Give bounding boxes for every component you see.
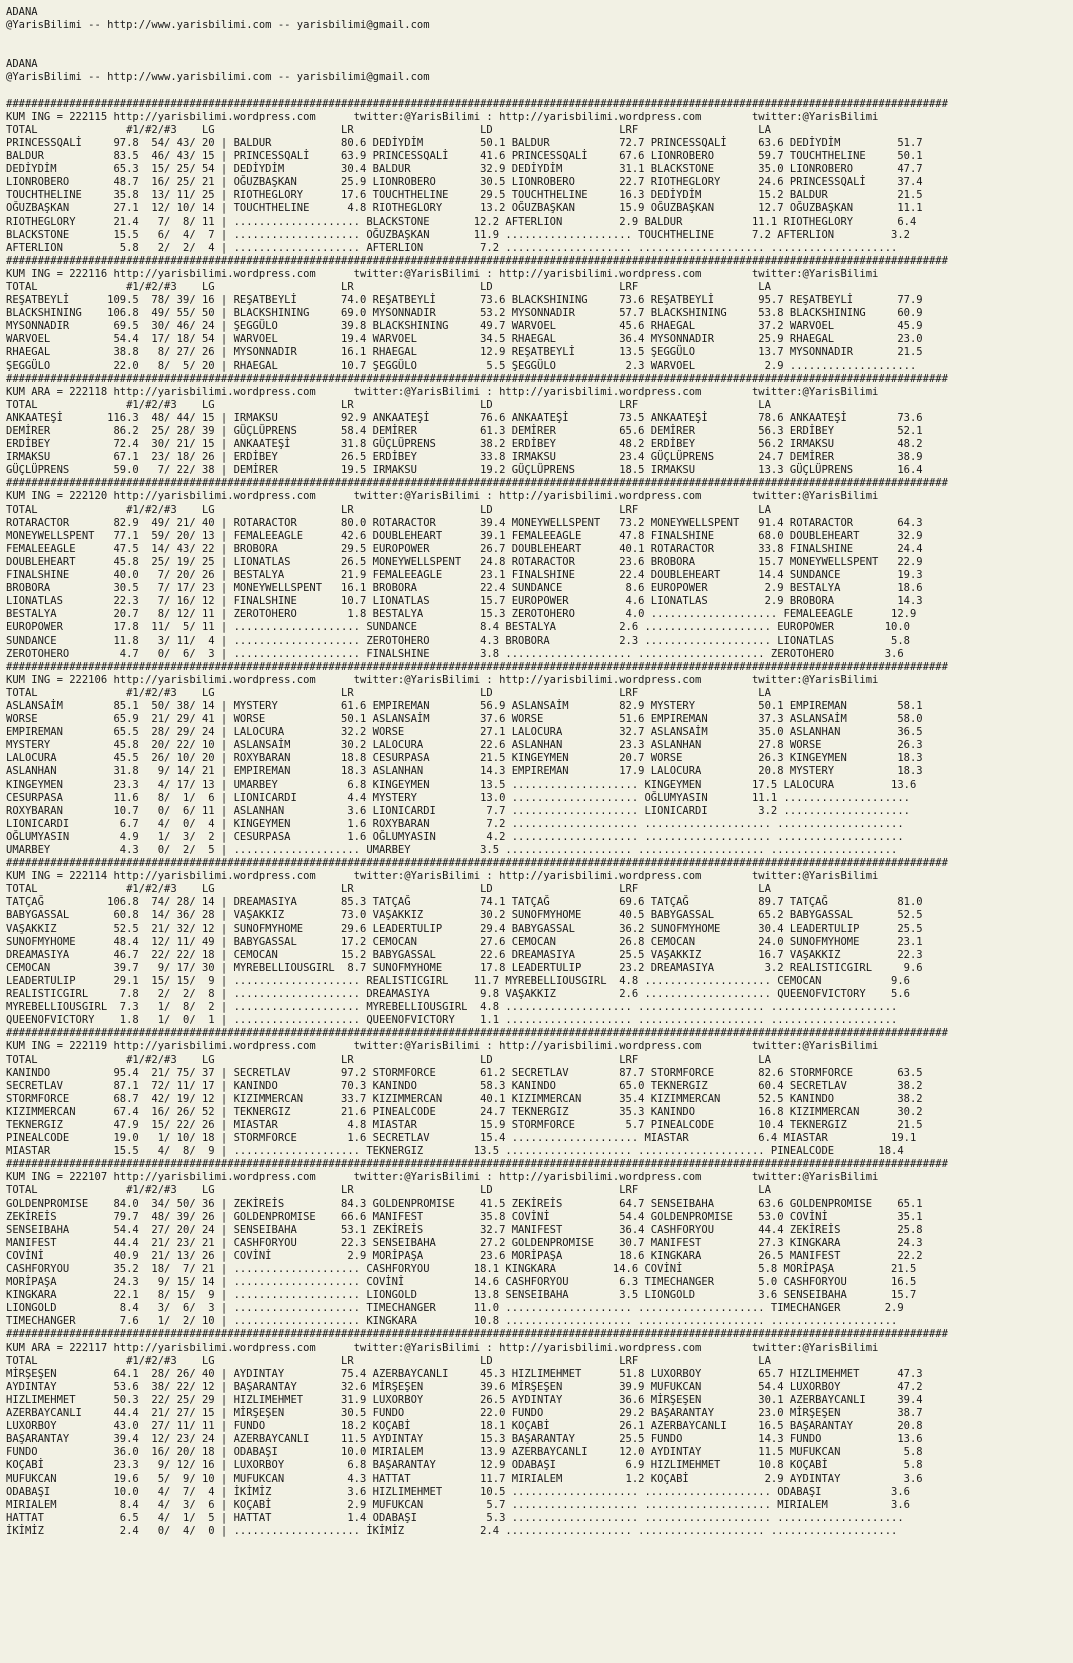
table-row: ROXYBARAN 10.7 0/ 6/ 11 | ASLANHAN 3.6 LIONICARDI 7.7 .................... LIONICARDI 3.2 .................... bbox=[6, 804, 910, 817]
column-header-line: TOTAL #1/#2/#3 LG LR LD LRF LA bbox=[6, 686, 771, 699]
race-title-line: KUM ING = 222119 http://yarisbilimi.wordpress.com twitter:@YarisBilimi : http://yarisbilimi.wordpress.com twitter:@YarisBilimi bbox=[6, 1040, 879, 1053]
column-header-line: TOTAL #1/#2/#3 LG LR LD LRF LA bbox=[6, 1354, 771, 1367]
table-row: TOUCHTHELINE 35.8 13/ 11/ 25 | RIOTHEGLORY 17.6 TOUCHTHELINE 29.5 TOUCHTHELINE 16.3 DEDİYDİM 15.2 BALDUR 21.5 bbox=[6, 189, 923, 202]
column-header-line: TOTAL #1/#2/#3 LG LR LD LRF LA bbox=[6, 883, 771, 896]
table-row: BESTALYA 20.7 8/ 12/ 11 | ZEROTOHERO 1.8 BESTALYA 15.3 ZEROTOHERO 4.0 .................... FEMALEEAGLE 12.9 bbox=[6, 608, 917, 621]
race-title-line: KUM ING = 222116 http://yarisbilimi.wordpress.com twitter:@YarisBilimi : http://yarisbilimi.wordpress.com twitter:@YarisBilimi bbox=[6, 267, 879, 280]
table-row: FEMALEEAGLE 47.5 14/ 43/ 22 | BROBORA 29.5 EUROPOWER 26.7 DOUBLEHEART 40.1 ROTARACTOR 33.8 FINALSHINE 24.4 bbox=[6, 542, 923, 555]
block-separator: ##################################################################################################################################################### bbox=[6, 857, 948, 870]
table-row: TEKNERGIZ 47.9 15/ 22/ 26 | MIASTAR 4.8 MIASTAR 15.9 STORMFORCE 5.7 PINEALCODE 10.4 TEKNERGIZ 21.5 bbox=[6, 1118, 923, 1131]
spacer-3 bbox=[6, 85, 1067, 98]
table-row: ZEROTOHERO 4.7 0/ 6/ 3 | .................... FINALSHINE 3.8 .................... .................... ZEROTOHERO 3.6 bbox=[6, 647, 904, 660]
table-row: LIONGOLD 8.4 3/ 6/ 3 | .................... TIMECHANGER 11.0 .................... .................... TIMECHANGER 2.9 bbox=[6, 1302, 904, 1315]
table-row: BAŞARANTAY 39.4 12/ 23/ 24 | AZERBAYCANLI 11.5 AYDINTAY 15.3 BAŞARANTAY 25.5 FUNDO 14.3 FUNDO 13.6 bbox=[6, 1433, 923, 1446]
block-separator: ##################################################################################################################################################### bbox=[6, 254, 948, 267]
table-row: MİRŞEŞEN 64.1 28/ 26/ 40 | AYDINTAY 75.4 AZERBAYCANLI 45.3 HIZLIMEHMET 51.8 LUXORBOY 65.7 HIZLIMEHMET 47.3 bbox=[6, 1367, 923, 1380]
table-row: REALISTICGIRL 7.8 2/ 2/ 8 | .................... DREAMASIYA 9.8 VAŞAKKIZ 2.6 .................... QUEENOFVICTORY 5.6 bbox=[6, 988, 910, 1001]
column-header-line: TOTAL #1/#2/#3 LG LR LD LRF LA bbox=[6, 280, 771, 293]
header-contact-top: @YarisBilimi -- http://www.yarisbilimi.com -- yarisbilimi@gmail.com bbox=[6, 19, 430, 32]
table-row: LEADERTULIP 29.1 15/ 15/ 9 | .................... REALISTICGIRL 11.7 MYREBELLIOUSGIRL 4.8 .................... CEMOCAN 9.6 bbox=[6, 974, 910, 987]
column-header-line: TOTAL #1/#2/#3 LG LR LD LRF LA bbox=[6, 503, 771, 516]
table-row: QUEENOFVICTORY 1.8 1/ 0/ 1 | .................... QUEENOFVICTORY 1.1 .................... .................... .................... bbox=[6, 1014, 898, 1027]
table-row: HIZLIMEHMET 50.3 22/ 25/ 29 | HIZLIMEHMET 31.9 LUXORBOY 26.5 AYDINTAY 36.6 MİRŞEŞEN 30.1 AZERBAYCANLI 39.4 bbox=[6, 1393, 923, 1406]
table-row: OĞLUMYASIN 4.9 1/ 3/ 2 | CESURPASA 1.6 OĞLUMYASIN 4.2 .................... .................... .................... bbox=[6, 830, 904, 843]
race-title-line: KUM ING = 222120 http://yarisbilimi.wordpress.com twitter:@YarisBilimi : http://yarisbilimi.wordpress.com twitter:@YarisBilimi bbox=[6, 490, 879, 503]
race-title-line: KUM ING = 222107 http://yarisbilimi.wordpress.com twitter:@YarisBilimi : http://yarisbilimi.wordpress.com twitter:@YarisBilimi bbox=[6, 1171, 879, 1184]
table-row: FINALSHINE 40.0 7/ 20/ 26 | BESTALYA 21.9 FEMALEEAGLE 23.1 FINALSHINE 22.4 DOUBLEHEART 14.4 SUNDANCE 19.3 bbox=[6, 569, 923, 582]
table-row: BLACKSTONE 15.5 6/ 4/ 7 | .................... OĞUZBAŞKAN 11.9 .................... TOUCHTHELINE 7.2 AFTERLION 3.2 bbox=[6, 228, 910, 241]
block-separator: ##################################################################################################################################################### bbox=[6, 477, 948, 490]
table-row: MONEYWELLSPENT 77.1 59/ 20/ 13 | FEMALEEAGLE 42.6 DOUBLEHEART 39.1 FEMALEEAGLE 47.8 FINALSHINE 68.0 DOUBLEHEART 32.9 bbox=[6, 529, 923, 542]
spacer-1 bbox=[6, 32, 1067, 45]
table-row: SENSEIBAHA 54.4 27/ 20/ 24 | SENSEIBAHA 53.1 ZEKİREİS 32.7 MANIFEST 36.4 CASHFORYOU 44.4 ZEKİREİS 25.8 bbox=[6, 1223, 923, 1236]
table-row: DREAMASIYA 46.7 22/ 22/ 18 | CEMOCAN 15.2 BABYGASSAL 22.6 DREAMASIYA 25.5 VAŞAKKIZ 16.7 VAŞAKKIZ 22.3 bbox=[6, 948, 923, 961]
table-row: UMARBEY 4.3 0/ 2/ 5 | .................... UMARBEY 3.5 .................... .................... .................... bbox=[6, 844, 898, 856]
table-row: TATÇAĞ 106.8 74/ 28/ 14 | DREAMASIYA 85.3 TATÇAĞ 74.1 TATÇAĞ 69.6 TATÇAĞ 89.7 TATÇAĞ 81.0 bbox=[6, 896, 923, 909]
table-row: CASHFORYOU 35.2 18/ 7/ 21 | .................... CASHFORYOU 18.1 KINGKARA 14.6 COVİNİ 5.8 MORİPAŞA 21.5 bbox=[6, 1263, 917, 1275]
table-row: BLACKSHINING 106.8 49/ 55/ 50 | BLACKSHINING 69.0 MYSONNADIR 53.2 MYSONNADIR 57.7 BLACKSHINING 53.8 BLACKSHINING 60.9 bbox=[6, 307, 923, 320]
table-row: BALDUR 83.5 46/ 43/ 15 | PRINCESSQALİ 63.9 PRINCESSQALİ 41.6 PRINCESSQALİ 67.6 LIONROBERO 59.7 TOUCHTHELINE 50.1 bbox=[6, 150, 923, 163]
table-row: KIZIMMERCAN 67.4 16/ 26/ 52 | TEKNERGIZ 21.6 PINEALCODE 24.7 TEKNERGIZ 35.3 KANINDO 16.8 KIZIMMERCAN 30.2 bbox=[6, 1105, 923, 1118]
table-row: DOUBLEHEART 45.8 25/ 19/ 25 | LIONATLAS 26.5 MONEYWELLSPENT 24.8 ROTARACTOR 23.6 BROBORA 15.7 MONEYWELLSPENT 22.9 bbox=[6, 555, 923, 568]
table-row: RIOTHEGLORY 21.4 7/ 8/ 11 | .................... BLACKSTONE 12.2 AFTERLION 2.9 BALDUR 11.1 RIOTHEGLORY 6.4 bbox=[6, 215, 917, 228]
table-row: GÜÇLÜPRENS 59.0 7/ 22/ 38 | DEMİRER 19.5 IRMAKSU 19.2 GÜÇLÜPRENS 18.5 IRMAKSU 13.3 GÜÇLÜPRENS 16.4 bbox=[6, 464, 923, 477]
table-row: RHAEGAL 38.8 8/ 27/ 26 | MYSONNADIR 16.1 RHAEGAL 12.9 REŞATBEYLİ 13.5 ŞEGGÜLO 13.7 MYSONNADIR 21.5 bbox=[6, 346, 923, 359]
table-row: DEMİRER 86.2 25/ 28/ 39 | GÜÇLÜPRENS 58.4 DEMİRER 61.3 DEMİRER 65.6 DEMİRER 56.3 ERDİBEY 52.1 bbox=[6, 425, 923, 437]
table-row: ŞEGGÜLO 22.0 8/ 5/ 20 | RHAEGAL 10.7 ŞEGGÜLO 5.5 ŞEGGÜLO 2.3 WARVOEL 2.9 .................... bbox=[6, 359, 917, 372]
table-row: MIASTAR 15.5 4/ 8/ 9 | .................... TEKNERGIZ 13.5 .................... .................... PINEALCODE 18.4 bbox=[6, 1145, 904, 1158]
table-row: AZERBAYCANLI 44.4 21/ 27/ 15 | MİRŞEŞEN 30.5 FUNDO 22.0 FUNDO 29.2 BAŞARANTAY 23.0 MİRŞEŞEN 38.7 bbox=[6, 1407, 923, 1420]
block-separator: ##################################################################################################################################################### bbox=[6, 1328, 948, 1341]
table-row: CESURPASA 11.6 8/ 1/ 6 | LIONICARDI 4.4 MYSTERY 13.0 .................... OĞLUMYASIN 11.1 .................... bbox=[6, 791, 910, 804]
column-header-line: TOTAL #1/#2/#3 LG LR LD LRF LA bbox=[6, 398, 771, 411]
table-row: LIONROBERO 48.7 16/ 25/ 21 | OĞUZBAŞKAN 25.9 LIONROBERO 30.5 LIONROBERO 22.7 RIOTHEGLORY 24.6 PRINCESSQALİ 37.4 bbox=[6, 176, 923, 189]
block-separator: ##################################################################################################################################################### bbox=[6, 1027, 948, 1040]
table-row: ASLANSAİM 85.1 50/ 38/ 14 | MYSTERY 61.6 EMPIREMAN 56.9 ASLANSAİM 82.9 MYSTERY 50.1 EMPIREMAN 58.1 bbox=[6, 699, 923, 712]
table-row: WARVOEL 54.4 17/ 18/ 54 | WARVOEL 19.4 WARVOEL 34.5 RHAEGAL 36.4 MYSONNADIR 25.9 RHAEGAL 23.0 bbox=[6, 333, 923, 346]
table-row: MUFUKCAN 19.6 5/ 9/ 10 | MUFUKCAN 4.3 HATTAT 11.7 MIRIALEM 1.2 KOÇABİ 2.9 AYDINTAY 3.6 bbox=[6, 1472, 923, 1485]
table-row: VAŞAKKIZ 52.5 21/ 32/ 12 | SUNOFMYHOME 29.6 LEADERTULIP 29.4 BABYGASSAL 36.2 SUNOFMYHOME 30.4 LEADERTULIP 25.5 bbox=[6, 922, 923, 935]
table-row: KOÇABİ 23.3 9/ 12/ 16 | LUXORBOY 6.8 BAŞARANTAY 12.9 ODABAŞI 6.9 HIZLIMEHMET 10.8 KOÇABİ 5.8 bbox=[6, 1459, 923, 1472]
column-header-line: TOTAL #1/#2/#3 LG LR LD LRF LA bbox=[6, 123, 771, 136]
table-row: REŞATBEYLİ 109.5 78/ 39/ 16 | REŞATBEYLİ 74.0 REŞATBEYLİ 73.6 BLACKSHINING 73.6 REŞATBEYLİ 95.7 REŞATBEYLİ 77.9 bbox=[6, 294, 923, 307]
table-row: DEDİYDİM 65.3 15/ 25/ 54 | DEDİYDİM 30.4 BALDUR 32.9 DEDİYDİM 31.1 BLACKSTONE 35.0 LIONROBERO 47.7 bbox=[6, 163, 923, 176]
header-org-top: ADANA bbox=[6, 6, 38, 18]
table-row: ANKAATEŞİ 116.3 48/ 44/ 15 | IRMAKSU 92.9 ANKAATEŞİ 76.6 ANKAATEŞİ 73.5 ANKAATEŞİ 78.6 ANKAATEŞİ 73.6 bbox=[6, 411, 923, 424]
table-row: LIONICARDI 6.7 4/ 0/ 4 | KINGEYMEN 1.6 ROXYBARAN 7.2 .................... .................... .................... bbox=[6, 817, 904, 830]
race-blocks bbox=[6, 98, 1067, 1538]
table-row: AYDINTAY 53.6 38/ 22/ 12 | BAŞARANTAY 32.6 MİRŞEŞEN 39.6 MİRŞEŞEN 39.9 MUFUKCAN 54.4 LUXORBOY 47.2 bbox=[6, 1380, 923, 1393]
column-header-line: TOTAL #1/#2/#3 LG LR LD LRF LA bbox=[6, 1053, 771, 1066]
race-title-line: KUM ING = 222115 http://yarisbilimi.wordpress.com twitter:@YarisBilimi : http://yarisbilimi.wordpress.com twitter:@YarisBilimi bbox=[6, 110, 879, 123]
table-row: MANIFEST 44.4 21/ 23/ 21 | CASHFORYOU 22.3 SENSEIBAHA 27.2 GOLDENPROMISE 30.7 MANIFEST 27.3 KINGKARA 24.3 bbox=[6, 1236, 923, 1249]
table-row: ASLANHAN 31.8 9/ 14/ 21 | EMPIREMAN 18.3 ASLANHAN 14.3 EMPIREMAN 17.9 LALOCURA 20.8 MYSTERY 18.3 bbox=[6, 765, 923, 778]
table-row: FUNDO 36.0 16/ 20/ 18 | ODABAŞI 10.0 MIRIALEM 13.9 AZERBAYCANLI 12.0 AYDINTAY 11.5 MUFUKCAN 5.8 bbox=[6, 1446, 923, 1459]
race-title-line: KUM ARA = 222117 http://yarisbilimi.wordpress.com twitter:@YarisBilimi : http://yarisbilimi.wordpress.com twitter:@YarisBilimi bbox=[6, 1341, 879, 1354]
table-row: MYREBELLIOUSGIRL 7.3 1/ 8/ 2 | .................... MYREBELLIOUSGIRL 4.8 .................... .................... .................... bbox=[6, 1001, 898, 1014]
table-row: MYSONNADIR 69.5 30/ 46/ 24 | ŞEGGÜLO 39.8 BLACKSHINING 49.7 WARVOEL 45.6 RHAEGAL 37.2 WARVOEL 45.9 bbox=[6, 320, 923, 333]
table-row: ROTARACTOR 82.9 49/ 21/ 40 | ROTARACTOR 80.0 ROTARACTOR 39.4 MONEYWELLSPENT 73.2 MONEYWELLSPENT 91.4 ROTARACTOR 64.3 bbox=[6, 516, 923, 529]
table-row: MIRIALEM 8.4 4/ 3/ 6 | KOÇABİ 2.9 MUFUKCAN 5.7 .................... .................... MIRIALEM 3.6 bbox=[6, 1498, 910, 1511]
table-row: KINGEYMEN 23.3 4/ 17/ 13 | UMARBEY 6.8 KINGEYMEN 13.5 .................... KINGEYMEN 17.5 LALOCURA 13.6 bbox=[6, 778, 917, 791]
table-row: SUNDANCE 11.8 3/ 11/ 4 | .................... ZEROTOHERO 4.3 BROBORA 2.3 .................... LIONATLAS 5.8 bbox=[6, 634, 910, 647]
table-row: TIMECHANGER 7.6 1/ 2/ 10 | .................... KINGKARA 10.8 .................... .................... .................... bbox=[6, 1315, 898, 1328]
table-row: EMPIREMAN 65.5 28/ 29/ 24 | LALOCURA 32.2 WORSE 27.1 LALOCURA 32.7 ASLANSAİM 35.0 ASLANHAN 36.5 bbox=[6, 726, 923, 739]
header-org-second: ADANA bbox=[6, 58, 38, 71]
table-row: PINEALCODE 19.0 1/ 10/ 18 | STORMFORCE 1.6 SECRETLAV 15.4 .................... MIASTAR 6.4 MIASTAR 19.1 bbox=[6, 1132, 917, 1145]
race-title-line: KUM ING = 222114 http://yarisbilimi.wordpress.com twitter:@YarisBilimi : http://yarisbilimi.wordpress.com twitter:@YarisBilimi bbox=[6, 870, 879, 883]
spacer-2 bbox=[6, 45, 1067, 58]
block-separator: ##################################################################################################################################################### bbox=[6, 97, 948, 110]
table-row: PRINCESSQALİ 97.8 54/ 43/ 20 | BALDUR 80.6 DEDİYDİM 50.1 BALDUR 72.7 PRINCESSQALİ 63.6 DEDİYDİM 51.7 bbox=[6, 136, 923, 149]
table-row: LUXORBOY 43.0 27/ 11/ 11 | FUNDO 18.2 KOÇABİ 18.1 KOÇABİ 26.1 AZERBAYCANLI 16.5 BAŞARANTAY 20.8 bbox=[6, 1420, 923, 1433]
table-row: KANINDO 95.4 21/ 75/ 37 | SECRETLAV 97.2 STORMFORCE 61.2 SECRETLAV 87.7 STORMFORCE 82.6 STORMFORCE 63.5 bbox=[6, 1066, 923, 1079]
table-row: MYSTERY 45.8 20/ 22/ 10 | ASLANSAİM 30.2 LALOCURA 22.6 ASLANHAN 23.3 ASLANHAN 27.8 WORSE 26.3 bbox=[6, 739, 923, 752]
table-row: EUROPOWER 17.8 11/ 5/ 11 | .................... SUNDANCE 8.4 BESTALYA 2.6 .................... EUROPOWER 10.0 bbox=[6, 621, 910, 634]
table-row: CEMOCAN 39.7 9/ 17/ 30 | MYREBELLIOUSGIRL 8.7 SUNOFMYHOME 17.8 LEADERTULIP 23.2 DREAMASIYA 3.2 REALISTICGIRL 9.6 bbox=[6, 961, 923, 974]
table-row: ODABAŞI 10.0 4/ 7/ 4 | İKİMİZ 3.6 HIZLIMEHMET 10.5 .................... .................... ODABAŞI 3.6 bbox=[6, 1485, 910, 1498]
table-row: ZEKİREİS 79.7 48/ 39/ 26 | GOLDENPROMISE 66.6 MANIFEST 35.8 COVİNİ 54.4 GOLDENPROMISE 53.0 COVİNİ 35.1 bbox=[6, 1210, 923, 1223]
table-row: WORSE 65.9 21/ 29/ 41 | WORSE 50.1 ASLANSAİM 37.6 WORSE 51.6 EMPIREMAN 37.3 ASLANSAİM 58.0 bbox=[6, 713, 923, 726]
table-row: BABYGASSAL 60.8 14/ 36/ 28 | VAŞAKKIZ 73.0 VAŞAKKIZ 30.2 SUNOFMYHOME 40.5 BABYGASSAL 65.2 BABYGASSAL 52.5 bbox=[6, 909, 923, 922]
table-row: BROBORA 30.5 7/ 17/ 23 | MONEYWELLSPENT 16.1 BROBORA 22.4 SUNDANCE 8.6 EUROPOWER 2.9 BESTALYA 18.6 bbox=[6, 582, 923, 595]
table-row: IRMAKSU 67.1 23/ 18/ 26 | ERDİBEY 26.5 ERDİBEY 33.8 IRMAKSU 23.4 GÜÇLÜPRENS 24.7 DEMİRER 38.9 bbox=[6, 451, 923, 464]
table-row: COVİNİ 40.9 21/ 13/ 26 | COVİNİ 2.9 MORİPAŞA 23.6 MORİPAŞA 18.6 KINGKARA 26.5 MANIFEST 22.2 bbox=[6, 1249, 923, 1262]
column-header-line: TOTAL #1/#2/#3 LG LR LD LRF LA bbox=[6, 1184, 771, 1197]
table-row: GOLDENPROMISE 84.0 34/ 50/ 36 | ZEKİREİS 84.3 GOLDENPROMISE 41.5 ZEKİREİS 64.7 SENSEIBAHA 63.6 GOLDENPROMISE 65.1 bbox=[6, 1197, 923, 1210]
race-title-line: KUM ING = 222106 http://yarisbilimi.wordpress.com twitter:@YarisBilimi : http://yarisbilimi.wordpress.com twitter:@YarisBilimi bbox=[6, 673, 879, 686]
table-row: OĞUZBAŞKAN 27.1 12/ 10/ 14 | TOUCHTHELINE 4.8 RIOTHEGLORY 13.2 OĞUZBAŞKAN 15.9 OĞUZBAŞKAN 12.7 OĞUZBAŞKAN 11.1 bbox=[6, 202, 923, 215]
table-row: AFTERLION 5.8 2/ 2/ 4 | .................... AFTERLION 7.2 .................... .................... .................... bbox=[6, 241, 898, 254]
table-row: KINGKARA 22.1 8/ 15/ 9 | .................... LIONGOLD 13.8 SENSEIBAHA 3.5 LIONGOLD 3.6 SENSEIBAHA 15.7 bbox=[6, 1289, 917, 1302]
table-row: SECRETLAV 87.1 72/ 11/ 17 | KANINDO 70.3 KANINDO 58.3 KANINDO 65.0 TEKNERGIZ 60.4 SECRETLAV 38.2 bbox=[6, 1079, 923, 1092]
header-contact-second: @YarisBilimi -- http://www.yarisbilimi.com -- yarisbilimi@gmail.com bbox=[6, 71, 430, 84]
table-row: ERDİBEY 72.4 30/ 21/ 15 | ANKAATEŞİ 31.8 GÜÇLÜPRENS 38.2 ERDİBEY 48.2 ERDİBEY 56.2 IRMAKSU 48.2 bbox=[6, 438, 923, 451]
block-separator: ##################################################################################################################################################### bbox=[6, 660, 948, 673]
table-row: HATTAT 6.5 4/ 1/ 5 | HATTAT 1.4 ODABAŞI 5.3 .................... .................... .................... bbox=[6, 1511, 904, 1524]
table-row: STORMFORCE 68.7 42/ 19/ 12 | KIZIMMERCAN 33.7 KIZIMMERCAN 40.1 KIZIMMERCAN 35.4 KIZIMMERCAN 52.5 KANINDO 38.2 bbox=[6, 1092, 923, 1105]
table-row: LALOCURA 45.5 26/ 10/ 20 | ROXYBARAN 18.8 CESURPASA 21.5 KINGEYMEN 20.7 WORSE 26.3 KINGEYMEN 18.3 bbox=[6, 752, 923, 765]
race-title-line: KUM ARA = 222118 http://yarisbilimi.wordpress.com twitter:@YarisBilimi : http://yarisbilimi.wordpress.com twitter:@YarisBilimi bbox=[6, 385, 879, 398]
block-separator: ##################################################################################################################################################### bbox=[6, 372, 948, 385]
table-row: LIONATLAS 22.3 7/ 16/ 12 | FINALSHINE 10.7 LIONATLAS 15.7 EUROPOWER 4.6 LIONATLAS 2.9 BROBORA 14.3 bbox=[6, 595, 923, 608]
table-row: İKİMİZ 2.4 0/ 4/ 0 | .................... İKİMİZ 2.4 .................... .................... .................... bbox=[6, 1524, 898, 1537]
block-separator: ##################################################################################################################################################### bbox=[6, 1158, 948, 1171]
table-row: SUNOFMYHOME 48.4 12/ 11/ 49 | BABYGASSAL 17.2 CEMOCAN 27.6 CEMOCAN 26.8 CEMOCAN 24.0 SUNOFMYHOME 23.1 bbox=[6, 935, 923, 948]
table-row: MORİPAŞA 24.3 9/ 15/ 14 | .................... COVİNİ 14.6 CASHFORYOU 6.3 TIMECHANGER 5.0 CASHFORYOU 16.5 bbox=[6, 1276, 917, 1289]
